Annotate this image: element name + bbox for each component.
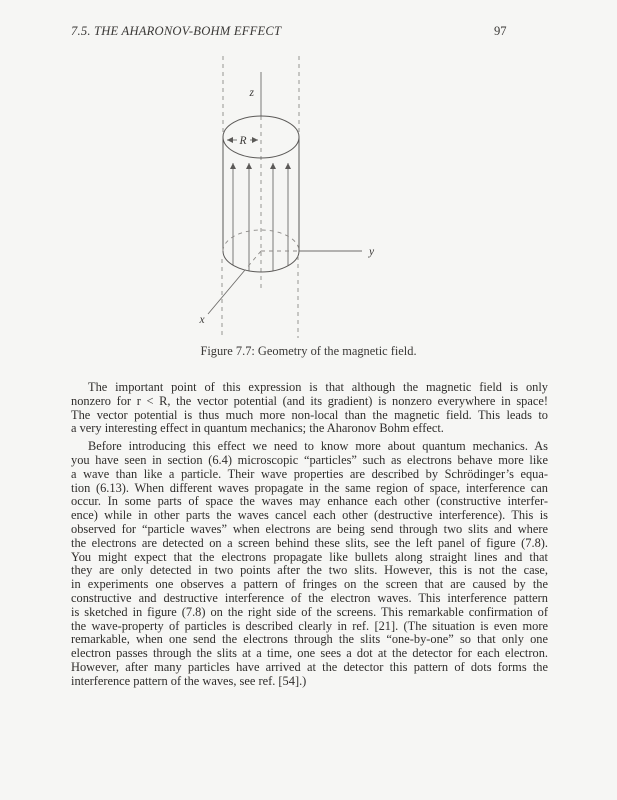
text-line: Before introducing this effect we need to know more about quantum mechanics. As [88, 439, 548, 454]
paragraph [71, 440, 548, 688]
text-line: occur. In some parts of space the waves may enhance each other (constructive interfer- [71, 494, 548, 509]
running-header-section-title: 7.5. THE AHARONOV-BOHM EFFECT [71, 24, 282, 38]
z-axis-label: z [249, 87, 254, 99]
y-axis-label: y [369, 246, 375, 258]
text-line: The important point of this expression is that although the magnetic field is only [88, 380, 548, 394]
text-line: the electrons are detected on a screen behind these slits, see the left panel of figure (7.8). [71, 535, 548, 550]
text-line: remarkable, when one send the electrons through the slits “one-by-one” so that only one [71, 632, 548, 647]
radius-annotation [227, 135, 258, 147]
text-line: interference pattern of the waves, see ref. [54].) [71, 673, 307, 688]
text-line: a very interesting effect in quantum mechanics; the Aharonov Bohm effect. [71, 421, 444, 436]
body-text [71, 381, 548, 693]
radius-label: R [239, 135, 247, 147]
text-line: ence) while in other parts the waves cancel each other (destructive interference). This is [71, 508, 548, 523]
figure-7-7-diagram [190, 50, 390, 342]
text-line: electron passes through the slits at a time, one sees a dot at the detector for each electron. [71, 646, 548, 661]
text-line: nonzero for r < R, the vector potential (and its gradient) is nonzero everywhere in space! [71, 393, 548, 408]
text-line: you have seen in section (6.4) microscopic “particles” such as electrons behave more like [71, 452, 548, 467]
text-line: observed for “particle waves” when electrons are being send through two slits and where [71, 521, 548, 536]
x-axis-hidden-segment [245, 251, 261, 270]
text-line: constructive and destructive interference of the electron waves. This interference pattern [71, 590, 548, 605]
figure-caption: Figure 7.7: Geometry of the magnetic field. [200, 344, 417, 358]
x-axis-label: x [199, 314, 205, 326]
text-line: the wave-property of particles is described clearly in ref. [21]. (The situation is even more [71, 618, 548, 633]
text-line: a wave than like a particle. Their wave properties are described by Schrödinger’s equa- [71, 466, 548, 481]
text-line: they are only detected in two points after the two slits. However, this is not the case, [71, 563, 548, 578]
text-line: However, after many particles have arrived at the detector this pattern of dots forms the [71, 659, 548, 674]
text-line: is sketched in figure (7.8) on the right side of the screens. This remarkable confirmation of [71, 604, 548, 619]
magnetic-field-line-arrows [233, 163, 288, 271]
page-number: 97 [494, 24, 507, 38]
text-line: in experiments one observes a pattern of fringes on the screen that are caused by the [71, 577, 548, 592]
x-axis [208, 270, 245, 314]
paragraph [71, 381, 548, 436]
text-line: You might expect that the electrons propagate like bullets along straight lines and that [71, 549, 548, 564]
text-line: tion (6.13). When different waves propagate in the same region of space, interference can [71, 480, 548, 495]
text-line: The vector potential is thus much more non-local than the magnetic field. This leads to [71, 407, 548, 422]
